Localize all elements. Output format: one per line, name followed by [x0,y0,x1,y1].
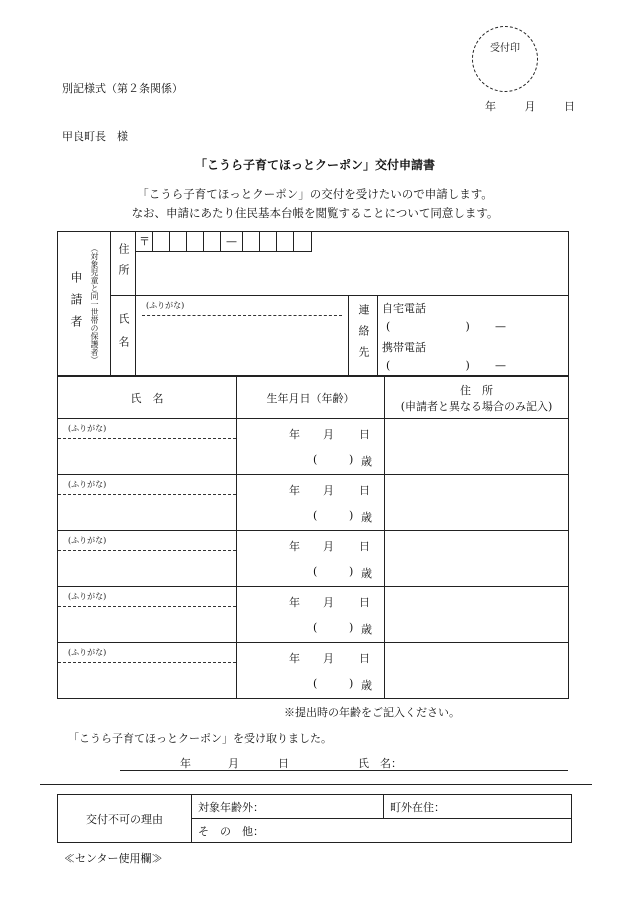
child-address-cell[interactable] [385,475,569,531]
table-row [58,587,569,643]
child-birth-cell[interactable]: 年 月 日 ( ) 歳 [237,531,385,587]
postal-dash: — [221,232,243,251]
applicant-side-label: 申請者 [69,270,83,337]
contact-cell[interactable] [378,296,569,376]
receipt-text: 「こうら子育てほっとクーポン」を受け取りました。 [68,732,332,745]
stamp-label: 受付印 [490,43,520,54]
furigana-label: (ふりがな) [68,648,107,657]
child-birth-cell[interactable]: 年 月 日 ( ) 歳 [237,475,385,531]
addressee: 甲良町長 様 [62,130,128,143]
col-name-header: 氏 名 [58,377,237,419]
form-label: 別記様式（第２条関係） [62,82,183,95]
furigana-label: (ふりがな) [68,424,107,433]
postal-mark: 〒 [136,232,153,251]
table-row [58,531,569,587]
mobile-phone-label: 携帯電話 [382,341,426,354]
center-use-table [57,794,572,843]
reason-label: 交付不可の理由 [58,795,192,843]
furigana-label: (ふりがな) [68,536,107,545]
receipt-sign-line[interactable]: 年 月 日 氏 名： [120,755,570,769]
child-address-cell[interactable] [385,643,569,699]
day-label: 日 [564,100,575,113]
child-address-cell[interactable] [385,531,569,587]
month-label: 月 [524,100,536,113]
page-title: 「こうら子育てほっとクーポン」交付申請書 [194,158,435,172]
year-label: 年 [485,100,496,113]
child-birth-cell[interactable]: 年 月 日 ( ) 歳 [237,419,385,475]
age-out-field[interactable]: 対象年齢外： [192,795,384,819]
furigana-label: (ふりがな) [68,480,107,489]
col-address-header: 住 所 (申請者と異なる場合のみ記入) [385,377,569,419]
home-phone-label: 自宅電話 [382,302,426,315]
applicant-side-cell [58,232,111,376]
child-birth-cell[interactable]: 年 月 日 ( ) 歳 [237,643,385,699]
age-note: ※提出時の年齢をご記入ください。 [284,706,460,719]
table-row [58,419,569,475]
table-row [58,475,569,531]
home-phone-field[interactable]: ( ) — [386,320,506,333]
child-address-cell[interactable] [385,587,569,643]
other-field[interactable]: そ の 他： [192,819,572,843]
child-birth-cell[interactable]: 年 月 日 ( ) 歳 [237,587,385,643]
applicant-table [57,231,569,376]
name-label-cell [111,296,136,376]
child-name-cell[interactable] [58,587,237,643]
child-address-cell[interactable] [385,419,569,475]
header-date [485,98,575,114]
intro-line-1: 「こうら子育てほっとクーポン」の交付を受けたいので申請します。 [137,187,493,201]
child-name-cell[interactable] [58,419,237,475]
child-name-cell[interactable] [58,531,237,587]
separator [40,784,592,785]
applicant-side-sub: （対象児童と同一世帯の保護者） [90,243,99,364]
postal-code-boxes[interactable] [136,232,312,252]
contact-label: 連絡先 [357,304,370,367]
table-row [58,643,569,699]
name-label: 氏名 [117,312,130,359]
address-input-cell[interactable] [136,232,569,296]
child-name-cell[interactable] [58,643,237,699]
col-birth-header: 生年月日（年齢） [237,377,385,419]
center-footer: ≪センター使用欄≫ [64,852,163,865]
contact-label-cell [349,296,378,376]
intro-line-2: なお、申請にあたり住民基本台帳を閲覧することについて同意します。 [131,206,499,220]
mobile-phone-field[interactable]: ( ) — [386,359,506,372]
address-label-cell [111,232,136,296]
furigana-label: (ふりがな) [146,301,185,310]
children-table [57,376,569,699]
applicant-name-cell[interactable] [136,296,349,376]
outside-town-field[interactable]: 町外在住： [384,795,572,819]
address-label: 住所 [117,242,130,285]
reception-stamp-circle [472,26,538,92]
furigana-label: (ふりがな) [68,592,107,601]
child-name-cell[interactable] [58,475,237,531]
